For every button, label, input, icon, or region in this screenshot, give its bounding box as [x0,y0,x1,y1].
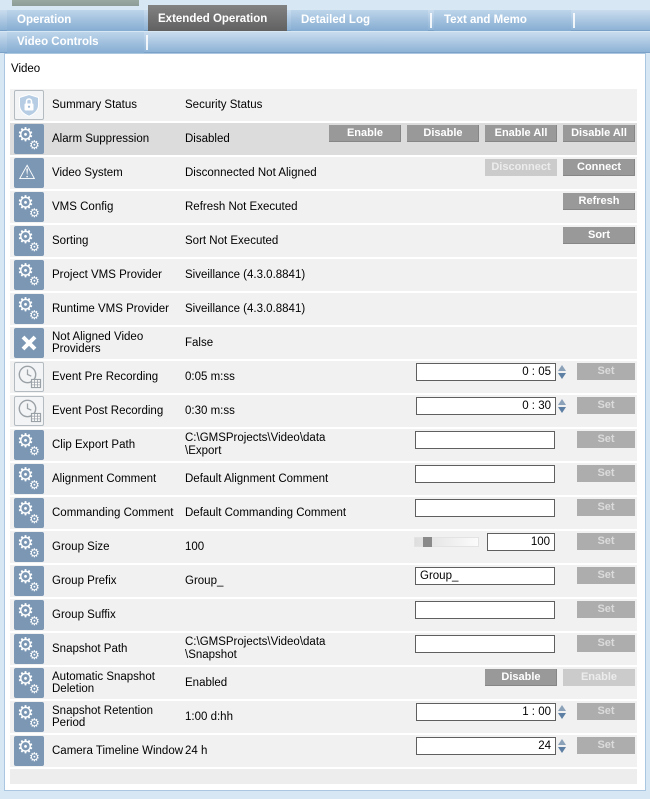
partial-parent-tab [12,0,139,6]
set-button[interactable]: Set [577,567,635,584]
tab-separator [146,35,148,50]
property-row[interactable] [10,89,637,121]
tab-bar-secondary [0,32,650,53]
gears-icon: ⚙ ⚙ [14,736,44,766]
property-value [185,463,415,495]
property-label: Clip Export Path [52,439,136,451]
gears-icon: ⚙ ⚙ [14,294,44,324]
property-value [185,565,415,597]
row-controls [479,669,635,689]
spinner-down-icon[interactable] [558,407,566,413]
spinner-up-icon[interactable] [558,365,566,371]
value-text-input[interactable] [415,567,555,585]
property-label: Snapshot Path [52,643,128,655]
row-controls [416,363,635,383]
property-value [185,89,415,121]
property-row[interactable] [10,463,637,495]
value-spinner-input[interactable] [416,363,556,381]
value-text-input[interactable] [415,635,555,653]
property-row[interactable] [10,157,637,189]
clock-calendar-icon [14,362,44,392]
property-value-line: Group_ [185,574,224,587]
gears-icon: ⚙ ⚙ [14,668,44,698]
enable-all-button[interactable]: Enable All [485,125,557,142]
value-spinner-input[interactable] [416,703,556,721]
spinner-down-icon[interactable] [558,713,566,719]
tab-operation[interactable]: Operation [7,10,144,31]
property-value-line: C:\GMSProjects\Video\data [185,636,326,648]
property-value [185,157,415,189]
property-value-line: Disabled [185,132,230,145]
property-label: Alarm Suppression [52,133,150,145]
property-label: Project VMS Provider [52,269,162,281]
property-value [185,225,415,257]
group-size-slider[interactable] [414,537,479,547]
property-label: Summary Status [52,99,137,111]
property-row[interactable] [10,735,637,767]
set-button[interactable]: Set [577,703,635,720]
row-controls [415,499,635,519]
property-row[interactable] [10,327,637,359]
property-label: Group Size [52,541,110,553]
property-value-line: Siveillance (4.3.0.8841) [185,302,306,315]
disconnect-button: Disconnect [485,159,557,176]
row-controls [415,601,635,621]
property-value-line: Refresh Not Executed [185,200,298,213]
property-label: Not Aligned Video Providers [52,331,144,355]
property-value-line: \Export [185,445,222,457]
row-controls [323,125,635,145]
property-value-line: 0:30 m:ss [185,404,235,417]
gears-icon: ⚙ ⚙ [14,600,44,630]
slider-wrap [414,533,479,547]
property-value-line: 1:00 d:hh [185,710,233,723]
property-label: Group Prefix [52,575,117,587]
value-spinner-input[interactable] [416,397,556,415]
tab-separator [573,13,575,28]
gears-icon: ⚙ ⚙ [14,124,44,154]
tab-detailed-log[interactable]: Detailed Log [291,10,428,31]
property-label: Video System [52,167,123,179]
property-value [185,497,415,529]
property-label: Automatic Snapshot Deletion [52,671,155,695]
set-button[interactable]: Set [577,499,635,516]
property-row[interactable] [10,633,637,665]
spinner-up-icon[interactable] [558,705,566,711]
sort-button[interactable]: Sort [563,227,635,244]
spinner-down-icon[interactable] [558,373,566,379]
property-value [185,701,415,733]
property-row[interactable] [10,259,637,291]
property-value [185,259,415,291]
row-controls [415,431,635,451]
property-value [185,327,415,359]
property-row[interactable] [10,395,637,427]
value-text-input[interactable] [415,601,555,619]
set-button[interactable]: Set [577,363,635,380]
property-label: Event Post Recording [52,405,164,417]
gears-icon: ⚙ ⚙ [14,634,44,664]
property-row[interactable] [10,361,637,393]
property-value-line: 0:05 m:ss [185,370,235,383]
property-value [185,735,415,767]
row-controls [416,737,635,757]
row-controls [416,397,635,417]
property-rows-container [10,89,637,769]
property-label: Runtime VMS Provider [52,303,169,315]
property-row[interactable] [10,599,637,631]
property-value [185,395,415,427]
property-value [185,599,415,631]
clock-calendar-icon [14,396,44,426]
row-controls [479,159,635,179]
property-value-line: Disconnected Not Aligned [185,166,317,179]
row-controls [557,227,635,247]
property-value-line: Security Status [185,98,263,111]
property-value-line: Siveillance (4.3.0.8841) [185,268,306,281]
x-mark-icon [14,328,44,358]
set-button[interactable]: Set [577,533,635,550]
section-title: Video [11,63,41,75]
property-value-line: Sort Not Executed [185,234,279,247]
property-value-line: 24 h [185,744,208,757]
property-row[interactable] [10,123,637,155]
property-row[interactable] [10,497,637,529]
property-value-line: C:\GMSProjects\Video\data [185,432,326,444]
set-button[interactable]: Set [577,601,635,618]
shield-lock-icon [14,90,44,120]
tab-text-and-memo[interactable]: Text and Memo [434,10,571,31]
property-row[interactable] [10,565,637,597]
refresh-button[interactable]: Refresh [563,193,635,210]
panel-footer-strip [10,769,637,784]
property-label: Group Suffix [52,609,116,621]
value-spinner-input[interactable] [487,533,555,551]
property-value-line: False [185,336,214,349]
disable-button[interactable]: Disable [407,125,479,142]
row-controls [557,193,635,213]
row-controls [414,533,635,553]
spinner-arrows[interactable] [556,737,567,755]
gears-icon: ⚙ ⚙ [14,566,44,596]
property-value [185,191,415,223]
row-controls [416,703,635,723]
row-controls [415,465,635,485]
property-value-line: 100 [185,540,205,553]
property-row[interactable] [10,191,637,223]
property-row[interactable] [10,667,637,699]
set-button[interactable]: Set [577,465,635,482]
warning-triangle-icon: ⚠ [14,158,44,188]
tab-extended-operation[interactable]: Extended Operation [148,5,287,31]
spinner-up-icon[interactable] [558,739,566,745]
row-controls [415,635,635,655]
value-spinner-input[interactable] [416,737,556,755]
enable-button: Enable [563,669,635,686]
spinner-arrows[interactable] [556,397,567,415]
value-text-input[interactable] [415,465,555,483]
property-label: Snapshot Retention Period [52,705,154,729]
gears-icon: ⚙ ⚙ [14,192,44,222]
property-label: Alignment Comment [52,473,157,485]
tab-video-controls[interactable]: Video Controls [7,32,144,53]
gears-icon: ⚙ ⚙ [14,532,44,562]
property-value [185,429,415,461]
extended-operation-panel [4,53,646,791]
spinner-arrows[interactable] [556,363,567,381]
set-button[interactable]: Set [577,635,635,652]
property-row[interactable] [10,225,637,257]
gears-icon: ⚙ ⚙ [14,464,44,494]
property-label: VMS Config [52,201,114,213]
property-row[interactable] [10,701,637,733]
property-value-line: Default Alignment Comment [185,472,329,485]
row-controls [415,567,635,587]
tab-bar-primary [0,10,650,31]
property-label: Sorting [52,235,89,247]
property-value-line: Default Commanding Comment [185,506,347,519]
property-label: Commanding Comment [52,507,174,519]
gears-icon: ⚙ ⚙ [14,498,44,528]
property-row[interactable] [10,531,637,563]
property-value [185,667,415,699]
spinner-arrows[interactable] [556,703,567,721]
disable-button[interactable]: Disable [485,669,557,686]
set-button[interactable]: Set [577,397,635,414]
property-value-line: \Snapshot [185,649,237,661]
value-text-input[interactable] [415,431,555,449]
gears-icon: ⚙ ⚙ [14,260,44,290]
tab-separator [430,13,432,28]
property-value [185,361,415,393]
slider-handle[interactable] [423,537,432,547]
spinner-down-icon[interactable] [558,747,566,753]
gears-icon: ⚙ ⚙ [14,702,44,732]
property-value [185,293,415,325]
property-value [185,531,415,563]
enable-button[interactable]: Enable [329,125,401,142]
property-row[interactable] [10,293,637,325]
property-value-line: Enabled [185,676,228,689]
property-value [185,633,415,665]
value-text-input[interactable] [415,499,555,517]
property-label: Event Pre Recording [52,371,159,383]
spinner-up-icon[interactable] [558,399,566,405]
set-button[interactable]: Set [577,431,635,448]
gears-icon: ⚙ ⚙ [14,430,44,460]
property-label: Camera Timeline Window [52,745,184,757]
set-button[interactable]: Set [577,737,635,754]
disable-all-button[interactable]: Disable All [563,125,635,142]
connect-button[interactable]: Connect [563,159,635,176]
gears-icon: ⚙ ⚙ [14,226,44,256]
property-row[interactable] [10,429,637,461]
